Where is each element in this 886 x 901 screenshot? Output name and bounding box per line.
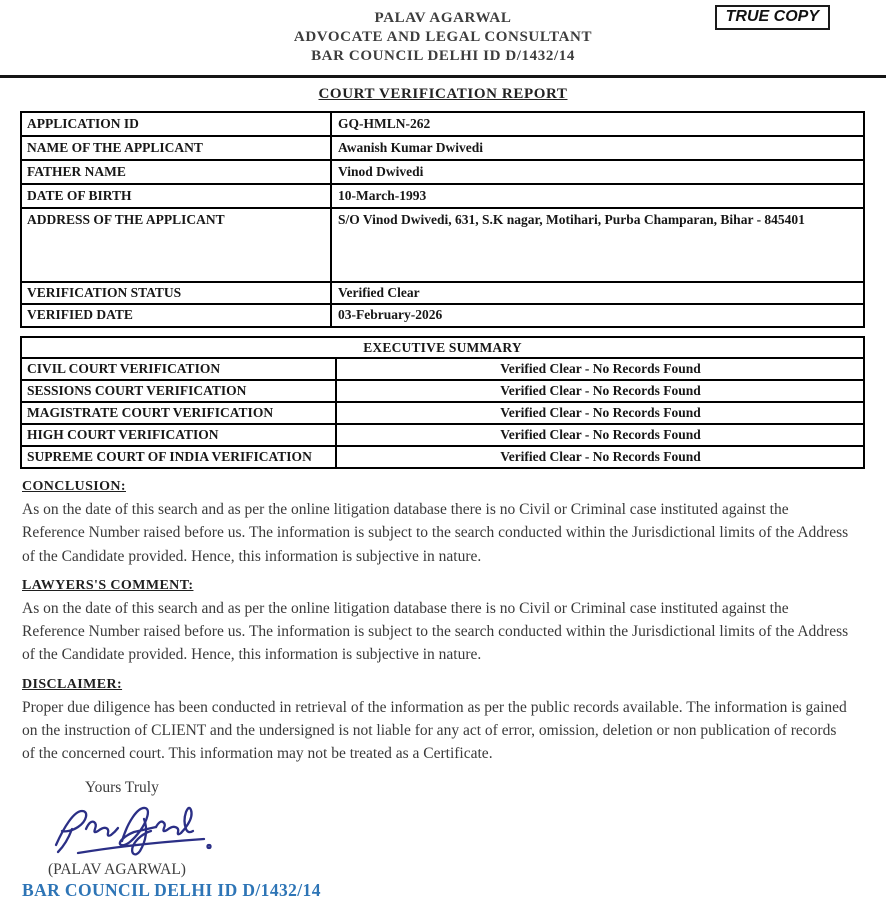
signer-name: (PALAV AGARWAL) <box>48 861 186 879</box>
field-label: VERIFICATION STATUS <box>21 282 331 304</box>
table-row <box>21 446 864 468</box>
table-row <box>21 358 864 380</box>
field-value: 03-February-2026 <box>331 304 864 327</box>
court-label: SESSIONS COURT VERIFICATION <box>21 380 336 402</box>
table-row <box>21 282 864 304</box>
field-label: ADDRESS OF THE APPLICANT <box>21 208 331 282</box>
court-result: Verified Clear - No Records Found <box>336 402 864 424</box>
table-row <box>21 380 864 402</box>
summary-header: EXECUTIVE SUMMARY <box>21 337 864 358</box>
report-title-row <box>0 85 886 103</box>
page-title: COURT VERIFICATION REPORT <box>318 86 568 102</box>
disclaimer-heading: DISCLAIMER: <box>22 676 123 692</box>
table-row <box>21 208 864 282</box>
table-row <box>21 402 864 424</box>
court-result: Verified Clear - No Records Found <box>336 380 864 402</box>
advocate-name: PALAV AGARWAL <box>374 10 512 26</box>
court-result: Verified Clear - No Records Found <box>336 446 864 468</box>
conclusion-section <box>22 479 864 568</box>
disclaimer-section <box>22 677 864 766</box>
true-copy-stamp: TRUE COPY <box>715 5 830 30</box>
court-result: Verified Clear - No Records Found <box>336 424 864 446</box>
closing-phrase: Yours Truly <box>85 779 159 797</box>
header-divider <box>0 75 886 78</box>
table-row <box>21 424 864 446</box>
lawyers-comment-body: As on the date of this search and as per the online litigation database there is no Civil or Criminal case instituted against the Reference Number raised before us. The information is subject to the search conducted within the Jurisdictional limits of the Address of the Candidate provided. Hence, this information is subjective in nature. <box>22 599 849 664</box>
applicant-details-table <box>20 111 865 328</box>
lawyers-comment-heading: LAWYERS'S COMMENT: <box>22 577 194 593</box>
field-value: S/O Vinod Dwivedi, 631, S.K nagar, Motihari, Purba Champaran, Bihar - 845401 <box>331 208 864 282</box>
court-label: CIVIL COURT VERIFICATION <box>21 358 336 380</box>
court-label: HIGH COURT VERIFICATION <box>21 424 336 446</box>
disclaimer-body: Proper due diligence has been conducted in retrieval of the information as per the public records available. The information is gained on the instruction of CLIENT and the undersigned is not liable for any act of error, omission, deletion or non publication of records of the concerned court. This information may not be treated as a Certificate. <box>22 698 847 762</box>
field-value: 10-March-1993 <box>331 184 864 208</box>
table-row <box>21 112 864 136</box>
conclusion-body: As on the date of this search and as per the online litigation database there is no Civil or Criminal case instituted against the Reference Number raised before us. The information is subject to the search conducted within the Jurisdictional limits of the Address of the Candidate provided. Hence, this information is subjective in nature. <box>22 501 849 565</box>
table-header-row <box>21 337 864 358</box>
field-label: VERIFIED DATE <box>21 304 331 327</box>
lawyers-comment-section <box>22 578 864 667</box>
field-label: DATE OF BIRTH <box>21 184 331 208</box>
field-value: GQ-HMLN-262 <box>331 112 864 136</box>
table-row <box>21 136 864 160</box>
field-value: Verified Clear <box>331 282 864 304</box>
field-value: Vinod Dwivedi <box>331 160 864 184</box>
table-row <box>21 184 864 208</box>
executive-summary-table <box>20 336 865 469</box>
table-row <box>21 160 864 184</box>
court-label: MAGISTRATE COURT VERIFICATION <box>21 402 336 424</box>
signature-image <box>52 801 242 859</box>
field-label: APPLICATION ID <box>21 112 331 136</box>
court-result: Verified Clear - No Records Found <box>336 358 864 380</box>
advocate-title: ADVOCATE AND LEGAL CONSULTANT <box>293 29 593 45</box>
signer-bar-council-id: BAR COUNCIL DELHI ID D/1432/14 <box>22 880 321 901</box>
table-row <box>21 304 864 327</box>
field-label: FATHER NAME <box>21 160 331 184</box>
court-label: SUPREME COURT OF INDIA VERIFICATION <box>21 446 336 468</box>
field-value: Awanish Kumar Dwivedi <box>331 136 864 160</box>
advocate-bar-id: BAR COUNCIL DELHI ID D/1432/14 <box>311 48 575 64</box>
field-label: NAME OF THE APPLICANT <box>21 136 331 160</box>
conclusion-heading: CONCLUSION: <box>22 479 126 494</box>
